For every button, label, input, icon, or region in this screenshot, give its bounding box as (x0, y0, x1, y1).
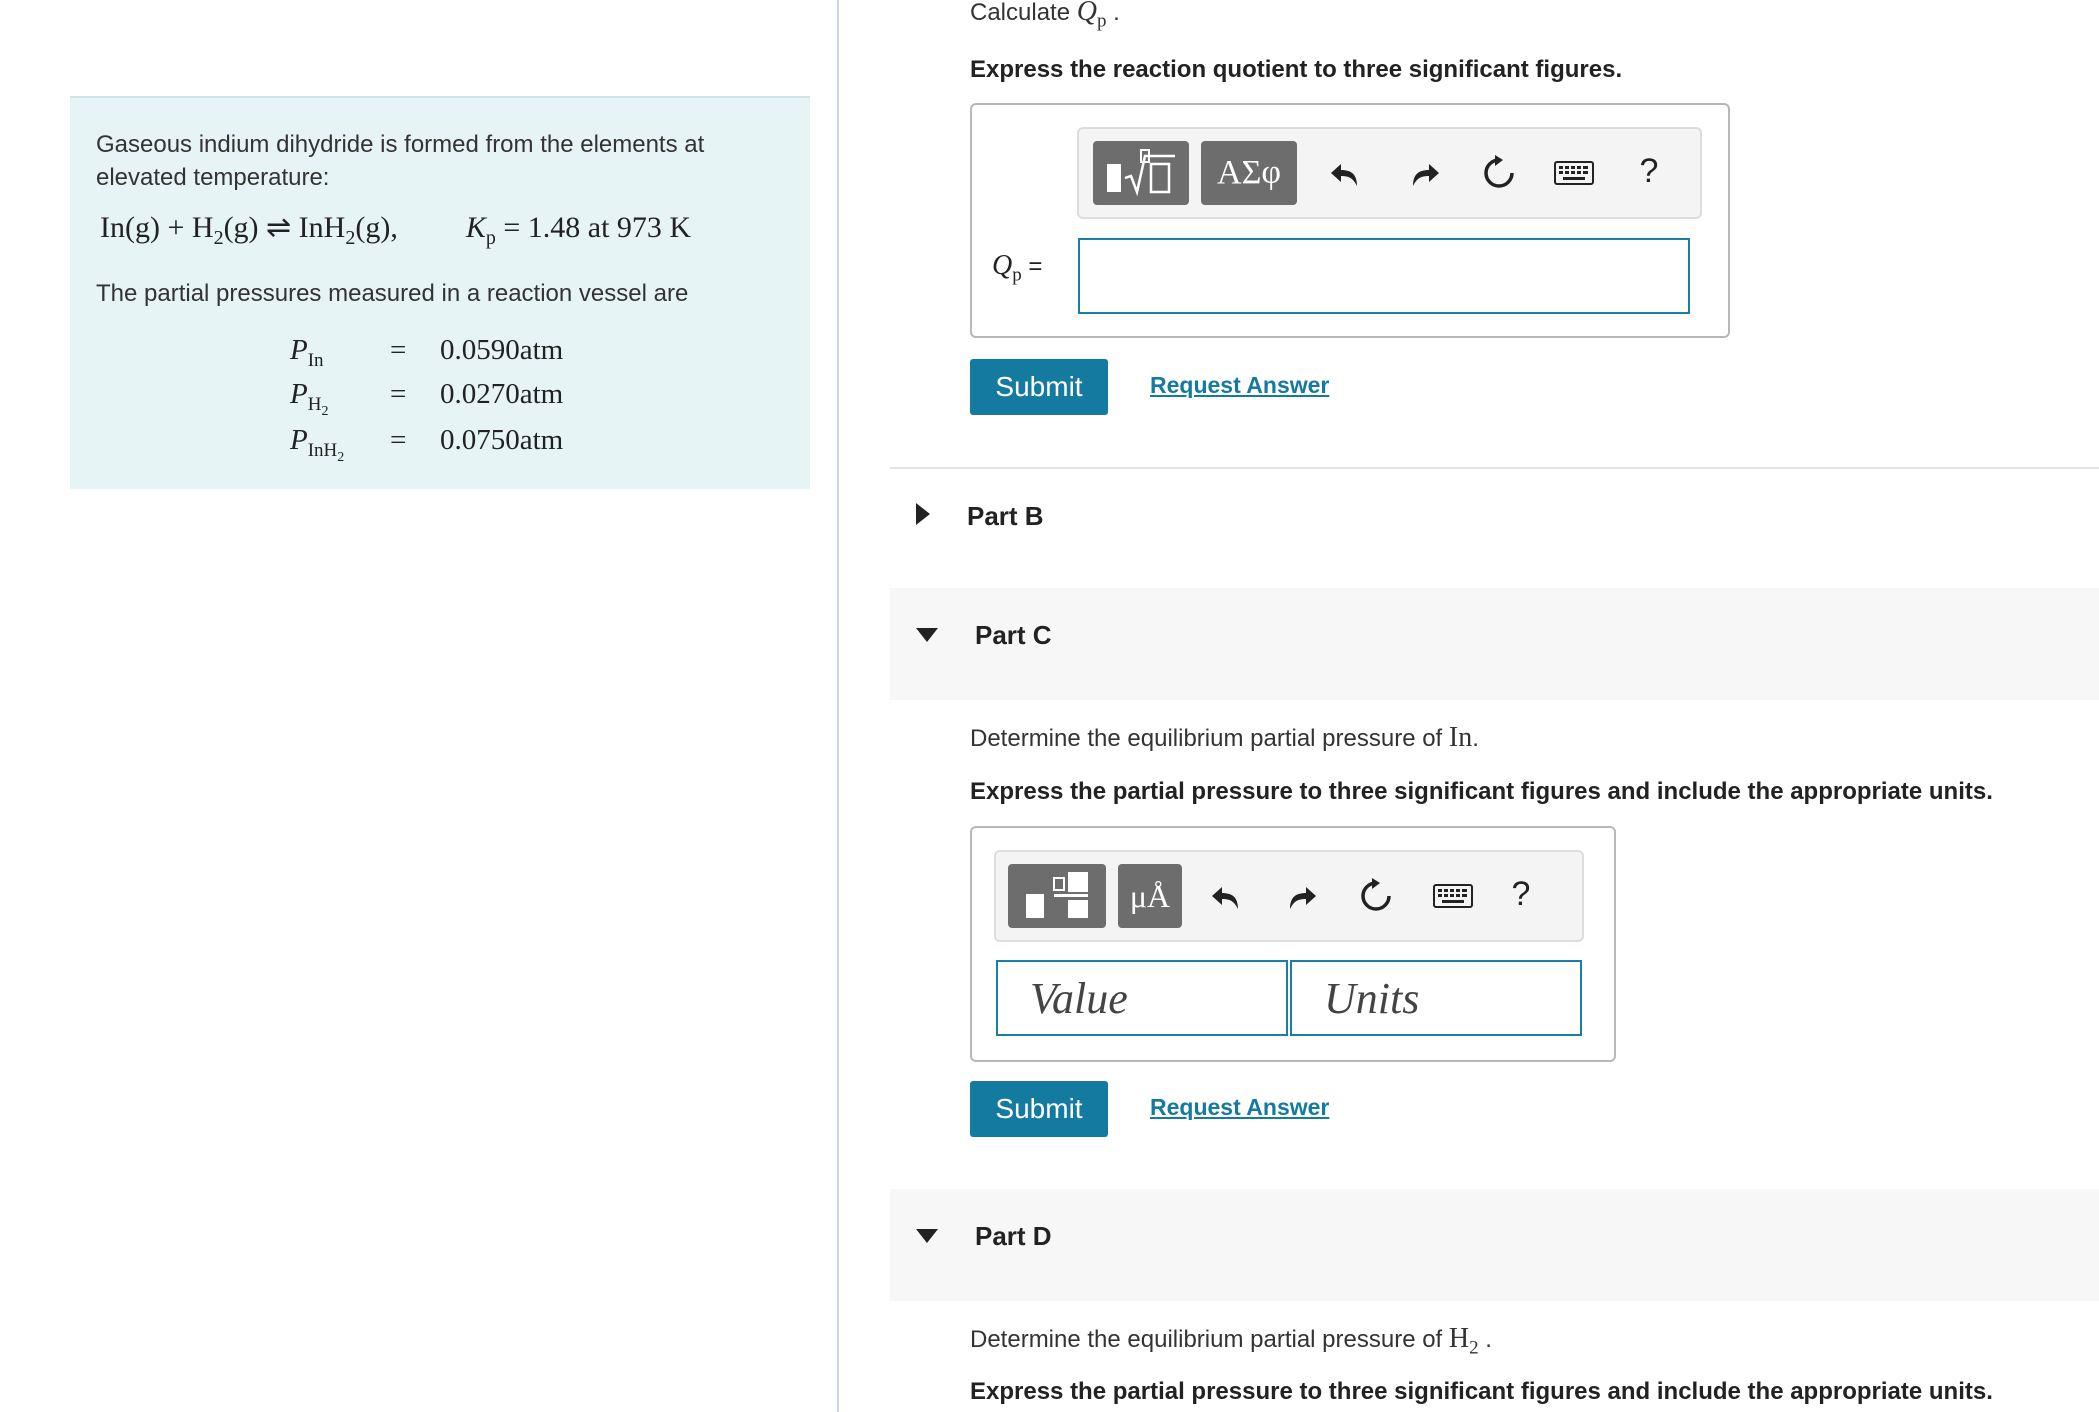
templates-button[interactable] (1008, 864, 1106, 928)
radical-template-icon (1101, 148, 1181, 198)
pressure-row-inh2 (290, 424, 564, 466)
part-c-answer-box (970, 826, 1616, 1062)
help-button[interactable]: ? (1639, 151, 1659, 190)
kp-symbol: K (465, 211, 486, 244)
equilibrium-constant (465, 211, 692, 249)
problem-intro-text: Gaseous indium dihydride is formed from the elements at elevated temperature: (96, 131, 705, 191)
part-b-header[interactable] (890, 475, 2099, 555)
part-c-submit-button[interactable]: Submit (970, 1081, 1108, 1137)
part-a-request-answer-link[interactable]: Request Answer (1150, 372, 1330, 398)
pressure-value: 0.0270atm (440, 378, 564, 410)
caret-down-icon (916, 1229, 938, 1243)
help-button[interactable]: ? (1511, 874, 1531, 913)
templates-button[interactable] (1093, 141, 1189, 205)
pressure-row-h2 (290, 378, 564, 420)
pressure-symbol: $P_{In}$ (290, 334, 324, 371)
pressure-value: 0.0590atm (440, 334, 564, 366)
part-a-instruction: Express the reaction quotient to three significant figures. (970, 56, 1623, 83)
part-d-instruction: Express the partial pressure to three significant figures and include the appropriate units. (970, 1378, 1993, 1405)
part-c-prompt: Determine the equilibrium partial pressure of In. (970, 722, 1479, 753)
undo-icon[interactable] (1202, 870, 1252, 922)
equals-sign: = (390, 378, 407, 410)
inh2-subscript: 2 (345, 227, 356, 249)
part-a-submit-button[interactable]: Submit (970, 359, 1108, 415)
reset-icon[interactable] (1346, 870, 1406, 922)
fraction-template-icon (1020, 870, 1094, 922)
redo-icon[interactable] (1399, 147, 1449, 199)
part-c-header[interactable] (890, 588, 2099, 700)
reaction-left: In(g) + H (100, 211, 214, 244)
part-c-label: Part C (975, 620, 1052, 650)
kp-value: = 1.48 at 973 K (495, 211, 692, 244)
part-d-header[interactable] (890, 1189, 2099, 1301)
problem-statement-panel (70, 96, 810, 489)
keyboard-icon[interactable] (1539, 147, 1609, 199)
part-c-request-answer-link[interactable]: Request Answer (1150, 1094, 1330, 1120)
qp-answer-input[interactable] (1078, 238, 1690, 314)
reaction-middle: (g) ⇌ InH (223, 211, 346, 244)
part-a-prompt: Calculate $Q_p$ . (970, 0, 1120, 32)
pressure-row-in (290, 334, 564, 372)
pressure-symbol: $P_{InH_2}$ (290, 424, 345, 465)
reaction-equation (100, 210, 691, 250)
partial-pressures-intro: The partial pressures measured in a reaction vessel are (96, 280, 689, 307)
qp-answer-label: $Q_p$ = (992, 250, 1043, 286)
units-input[interactable]: Units (1290, 960, 1582, 1036)
column-divider (837, 0, 839, 1412)
kp-subscript: p (485, 227, 496, 249)
section-divider (890, 467, 2099, 469)
keyboard-icon[interactable] (1418, 870, 1488, 922)
equals-sign: = (390, 334, 407, 366)
reset-icon[interactable] (1469, 147, 1529, 199)
part-b-label: Part B (967, 501, 1044, 531)
undo-icon[interactable] (1321, 147, 1371, 199)
caret-right-icon (916, 503, 930, 525)
part-c-instruction: Express the partial pressure to three significant figures and include the appropriate units. (970, 778, 1993, 805)
value-input[interactable]: Value (996, 960, 1288, 1036)
h2-subscript: 2 (213, 227, 224, 249)
greek-symbols-button[interactable]: ΑΣφ (1201, 141, 1297, 205)
units-symbols-button[interactable]: μÅ (1118, 864, 1182, 928)
part-a-answer-box (970, 103, 1730, 338)
pressure-value: 0.0750atm (440, 424, 564, 456)
equals-sign: = (390, 424, 407, 456)
part-d-label: Part D (975, 1221, 1052, 1251)
part-c-math-toolbar (994, 850, 1584, 942)
pressure-symbol: $P_{H_2}$ (290, 378, 329, 419)
redo-icon[interactable] (1276, 870, 1326, 922)
caret-down-icon (916, 628, 938, 642)
part-a-math-toolbar (1077, 127, 1702, 219)
part-d-prompt: Determine the equilibrium partial pressure of $H_2$ . (970, 1323, 1492, 1359)
reaction-right: (g), (355, 211, 398, 244)
